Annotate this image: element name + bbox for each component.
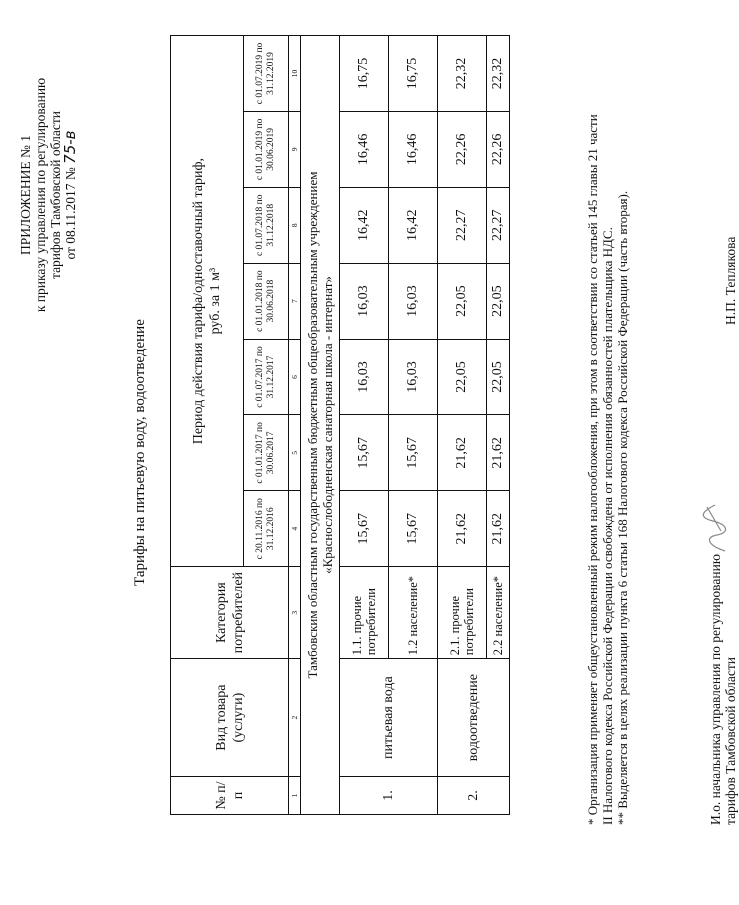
appendix-date-line <box>63 45 78 345</box>
column-index: 4 <box>289 491 301 567</box>
tariff-value: 22,26 <box>438 111 487 187</box>
handwritten-signature <box>695 495 735 555</box>
appendix-line-3: тарифов Тамбовской области <box>48 111 63 279</box>
footnote-2: ** Выделяется в целях реализации пункта 6 статьи 168 Налогового кодекса Российской Федерации (часть вторая). <box>615 190 630 825</box>
organization-line-1: Тамбовским областным государственным бюджетным общеобразовательным учреждением <box>305 171 320 679</box>
document-title: Тарифы на питьевую воду, водоотведение <box>132 319 148 586</box>
column-index: 10 <box>289 36 301 112</box>
column-index: 9 <box>289 111 301 187</box>
period-cell: с 01.01.2018 по 30.06.2018 <box>244 263 289 339</box>
consumer-category: 1.2 население* <box>389 567 438 659</box>
appendix-title: ПРИЛОЖЕНИЕ № 1 <box>18 134 33 256</box>
period-cell: с 01.01.2019 по 30.06.2019 <box>244 111 289 187</box>
tariff-value: 16,75 <box>389 36 438 112</box>
column-index: 8 <box>289 187 301 263</box>
tariff-value: 22,27 <box>438 187 487 263</box>
tariff-value: 16,03 <box>340 263 389 339</box>
period-cell: с 01.01.2017 по 30.06.2017 <box>244 415 289 491</box>
tariff-value: 15,67 <box>340 415 389 491</box>
tariff-value: 16,46 <box>340 111 389 187</box>
tariff-value: 22,32 <box>487 36 510 112</box>
tariff-value: 15,67 <box>389 491 438 567</box>
tariff-value: 21,62 <box>487 415 510 491</box>
organization-row <box>301 36 340 815</box>
order-number-handwritten: 75-в <box>61 130 79 164</box>
organization-name <box>301 36 340 815</box>
table-row <box>340 36 389 815</box>
signatory-title <box>708 554 738 825</box>
footnote-1: * Организация применяет общеустановленный режим налогообложения, при этом в соответствии со статьей 145 главы 21 части <box>585 114 600 825</box>
tariff-value: 22,05 <box>438 339 487 415</box>
signatory-name: Н.П. Теплякова <box>723 236 738 325</box>
period-cell: с 01.07.2017 по 31.12.2017 <box>244 339 289 415</box>
consumer-category: 1.1. прочие потребители <box>340 567 389 659</box>
header-number: № п/п <box>171 777 289 815</box>
header-category: Категория потребителей <box>171 567 289 659</box>
appendix-line-2: к приказу управления по регулированию <box>33 77 48 313</box>
tariff-value: 16,42 <box>389 187 438 263</box>
period-cell: с 01.07.2019 по 31.12.2019 <box>244 36 289 112</box>
period-cell: с 20.11.2016 по 31.12.2016 <box>244 491 289 567</box>
tariff-value: 22,27 <box>487 187 510 263</box>
product-name: питьевая вода <box>340 659 438 777</box>
tariff-value: 16,03 <box>340 339 389 415</box>
tariff-value: 15,67 <box>389 415 438 491</box>
tariff-value: 16,46 <box>389 111 438 187</box>
tariff-value: 22,05 <box>438 263 487 339</box>
signatory-title-line-2: тарифов Тамбовской области <box>723 657 738 825</box>
tariff-value: 15,67 <box>340 491 389 567</box>
tariff-value: 16,75 <box>340 36 389 112</box>
column-index: 2 <box>289 659 301 777</box>
column-index-row <box>289 36 301 815</box>
row-number: 2. <box>438 777 510 815</box>
organization-line-2: «Краснослободненская санаторная школа - интернат» <box>320 276 335 574</box>
column-index: 7 <box>289 263 301 339</box>
header-period-line-1: Период действия тарифа/одноставочный тариф, <box>191 157 206 445</box>
column-index: 1 <box>289 777 301 815</box>
header-product: Вид товара (услуги) <box>171 659 289 777</box>
tariff-value: 16,03 <box>389 339 438 415</box>
order-date: от 08.11.2017 № <box>63 167 78 260</box>
tariff-value: 21,62 <box>438 415 487 491</box>
period-cell: с 01.07.2018 по 31.12.2018 <box>244 187 289 263</box>
header-period <box>171 36 244 567</box>
footnotes <box>585 35 630 825</box>
signatory-title-line-1: И.о. начальника управления по регулированию <box>708 554 723 825</box>
tariff-table <box>170 35 510 815</box>
tariff-value: 16,03 <box>389 263 438 339</box>
tariff-value: 22,05 <box>487 263 510 339</box>
tariff-value: 22,05 <box>487 339 510 415</box>
row-number: 1. <box>340 777 438 815</box>
footnote-1-continued: II Налогового кодекса Российской Федерации освобождена от исполнения обязанностей плательщика НДС. <box>600 227 615 825</box>
tariff-value: 16,42 <box>340 187 389 263</box>
column-index: 6 <box>289 339 301 415</box>
tariff-value: 21,62 <box>487 491 510 567</box>
header-period-line-2: руб. за 1 м³ <box>208 267 223 335</box>
column-index: 3 <box>289 567 301 659</box>
product-name: водоотведение <box>438 659 510 777</box>
tariff-value: 22,32 <box>438 36 487 112</box>
consumer-category: 2.1. прочие потребители <box>438 567 487 659</box>
consumer-category: 2.2 население* <box>487 567 510 659</box>
appendix-header <box>18 45 78 345</box>
tariff-value: 22,26 <box>487 111 510 187</box>
table-row <box>438 36 487 815</box>
column-index: 5 <box>289 415 301 491</box>
tariff-value: 21,62 <box>438 491 487 567</box>
